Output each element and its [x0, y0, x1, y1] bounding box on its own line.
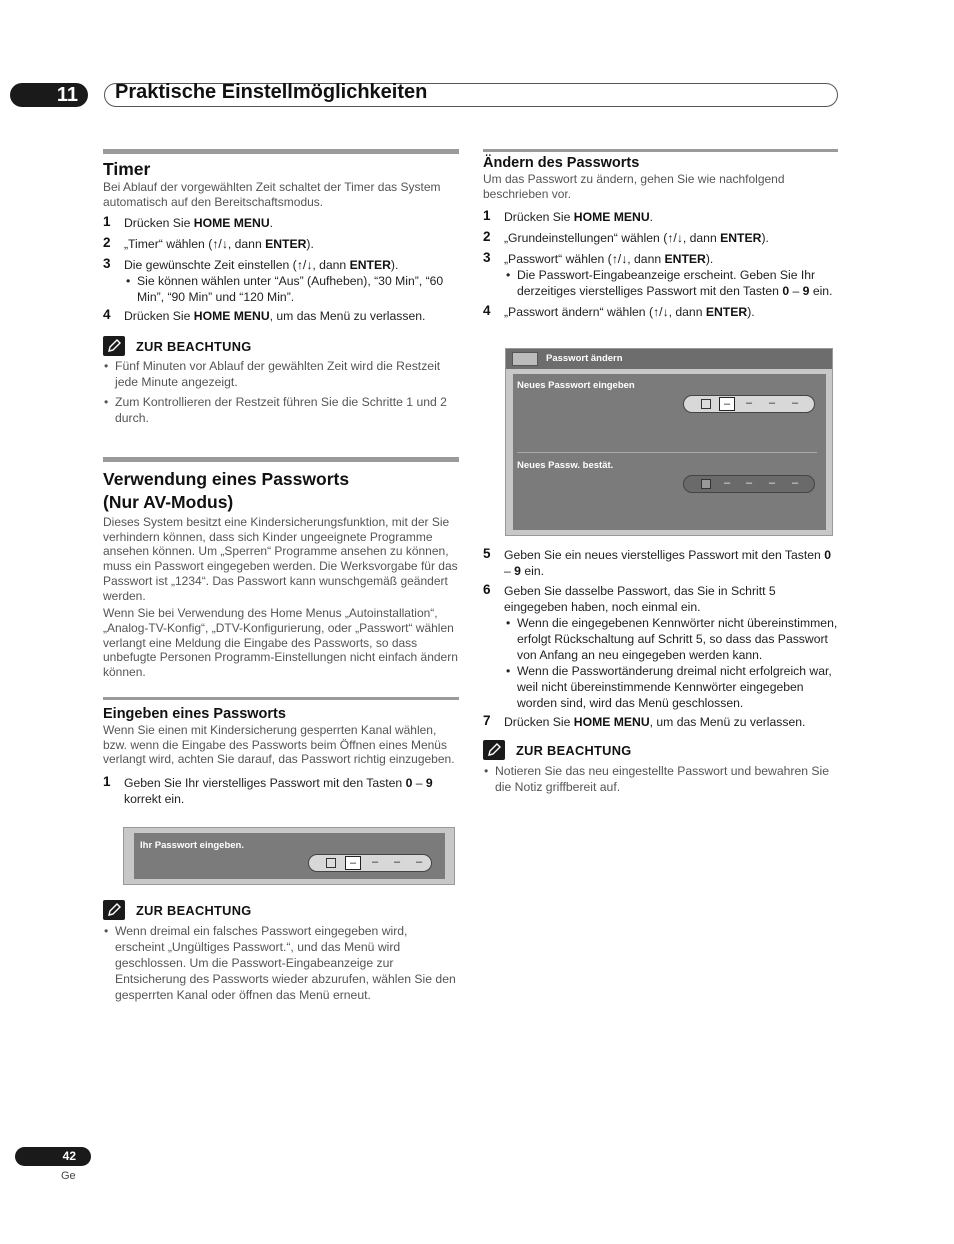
note-title: ZUR BEACHTUNG [136, 903, 252, 918]
change-password-title: Ändern des Passworts [483, 155, 640, 171]
password-entry-panel [123, 827, 455, 885]
password-para-2: Wenn Sie bei Verwendung des Home Menus „Autoinstallation“, „Analog-TV-Konfig“, „DTV-Konfigurierung, oder „Passwort“ wählen verlangt eine Meldung die Eingabe des Passworts, so dass unbefugte Personen Programm-Einstellungen nicht einfach ändern können. [103, 606, 458, 680]
timer-step-4: 4 Drücken Sie HOME MENU, um das Menü zu verlassen. [103, 307, 426, 324]
timer-step-3: 3 Die gewünschte Zeit einstellen (↑/↓, dann ENTER). [103, 256, 399, 273]
timer-title: Timer [103, 159, 151, 179]
keypad-icon [701, 399, 711, 409]
change-step-7: 7 Drücken Sie HOME MENU, um das Menü zu verlassen. [483, 713, 806, 729]
chapter-number: 11 [10, 83, 88, 107]
panel-title-bar [506, 349, 832, 369]
change-step-6-bullet-2: • Wenn die Passwortänderung dreimal nicht erfolgreich war, weil nicht übereinstimmende Kennwörter eingegeben worden sind, wird das Menü geschlossen. [483, 663, 838, 711]
section-rule [103, 697, 459, 700]
timer-section [103, 149, 459, 426]
pin-digit: – [768, 477, 776, 489]
change-password-panel [505, 348, 833, 536]
timer-step-2: 2 „Timer“ wählen (↑/↓, dann ENTER). [103, 235, 314, 252]
change-steps-continued [483, 547, 838, 795]
enter-note-text: • Wenn dreimal ein falsches Passwort eingegeben wird, erscheint „Ungültiges Passwort.“, und das Menü wird geschlossen. Um die Passwort-Eingabeanzeige zur Entsicherung des Passworts wieder abzurufen, wählen Sie den gesperrten Kanal oder öffnen das Menü erneut. [103, 923, 459, 1003]
password-title-line1: Verwendung eines Passworts [103, 469, 350, 489]
password-title-line2: (Nur AV-Modus) [103, 492, 234, 512]
pin-digit: – [791, 477, 799, 489]
change-step-1: 1 Drücken Sie HOME MENU. [483, 208, 654, 225]
enter-password-title: Eingeben eines Passworts [103, 706, 286, 722]
note-title: ZUR BEACHTUNG [516, 743, 632, 758]
pin-digit: – [719, 397, 735, 411]
enter-step-1: 1 Geben Sie Ihr vierstelliges Passwort mit den Tasten 0 – 9 korrekt ein. [103, 774, 433, 807]
note-pencil-icon [103, 900, 125, 920]
pin-digit: – [745, 477, 753, 489]
pin-digit: – [371, 856, 379, 868]
change-step-3-bullet: • Die Passwort-Eingabeanzeige erscheint. Geben Sie Ihr derzeitiges vierstelliges Passwort mit den Tasten 0 – 9 ein. [483, 267, 838, 299]
pin-digit: – [723, 477, 731, 489]
pin-digit: – [415, 856, 423, 868]
enter-note-header [103, 900, 459, 922]
pin-digit: – [791, 397, 799, 409]
timer-step-1: 1 Drücken Sie HOME MENU. [103, 214, 274, 231]
pin-digit: – [345, 856, 361, 870]
panel-divider [517, 452, 817, 453]
change-step-2: 2 „Grundeinstellungen“ wählen (↑/↓, dann ENTER). [483, 229, 769, 246]
change-password-section [483, 149, 838, 320]
change-note-header [483, 740, 838, 762]
language-code: Ge [61, 1170, 76, 1182]
section-rule [103, 457, 459, 462]
pin-digit: – [768, 397, 776, 409]
tv-menu-icon [512, 352, 538, 366]
chapter-title: Praktische Einstellmöglichkeiten [115, 81, 428, 103]
enter-note [103, 900, 459, 1003]
change-password-intro: Um das Passwort zu ändern, gehen Sie wie nachfolgend beschrieben vor. [483, 172, 785, 201]
change-step-5: 5 Geben Sie ein neues vierstelliges Passwort mit den Tasten 0 – 9 ein. [483, 546, 831, 578]
timer-step-3-bullet: • Sie können wählen unter “Aus” (Aufheben), “30 Min”, “60 Min”, “90 Min” und “120 Min”. [103, 273, 459, 305]
change-step-3: 3 „Passwort“ wählen (↑/↓, dann ENTER). [483, 250, 714, 267]
change-step-6-bullet-1: • Wenn die eingegebenen Kennwörter nicht übereinstimmen, erfolgt Rückschaltung auf Schritt 5, so dass das Passwort von Anfang an neu eingegeben werden kann. [483, 615, 838, 663]
note-pencil-icon [483, 740, 505, 760]
timer-note-2: • Zum Kontrollieren der Restzeit führen Sie die Schritte 1 und 2 durch. [103, 394, 459, 426]
timer-intro: Bei Ablauf der vorgewählten Zeit schaltet der Timer das System automatisch auf den Bereitschaftsmodus. [103, 180, 441, 209]
change-note-text: • Notieren Sie das neu eingestellte Passwort und bewahren Sie die Notiz griffbereit auf. [483, 763, 838, 795]
change-step-6: 6 Geben Sie dasselbe Passwort, das Sie in Schritt 5 eingegeben haben, noch einmal ein. [483, 582, 776, 614]
confirm-password-input[interactable] [683, 475, 815, 493]
pin-digit: – [393, 856, 401, 868]
section-rule [483, 149, 838, 152]
section-rule [103, 149, 459, 154]
new-password-label: Neues Passwort eingeben [517, 380, 635, 391]
password-para-1: Dieses System besitzt eine Kindersicherungsfunktion, mit der Sie verhindern können, dass sich Kinder ungeeignete Programme ansehen können. Um „Sperren“ Programme ansehen zu können, muss ein Passwort eingegeben werden. Die Werksvorgabe für das Passwort ist „1234“. Das Passwort kann wunschgemäß geändert werden. [103, 515, 458, 603]
page-number: 42 [15, 1147, 91, 1166]
new-password-input[interactable] [683, 395, 815, 413]
note-pencil-icon [103, 336, 125, 356]
keypad-icon [326, 858, 336, 868]
confirm-password-label: Neues Passw. bestät. [517, 460, 614, 471]
note-title: ZUR BEACHTUNG [136, 339, 252, 355]
password-input[interactable] [308, 854, 432, 872]
keypad-icon [701, 479, 711, 489]
change-step-4: 4 „Passwort ändern“ wählen (↑/↓, dann ENTER). [483, 303, 755, 320]
panel-title: Passwort ändern [546, 353, 623, 364]
pin-digit: – [745, 397, 753, 409]
panel-label: Ihr Passwort eingeben. [140, 840, 244, 851]
password-section [103, 457, 459, 680]
enter-password-intro: Wenn Sie einen mit Kindersicherung gesperrten Kanal wählen, bzw. wenn die Eingabe des Passworts beim Öffnen eines Menüs verlangt wird, achten Sie darauf, das Passwort richtig einzugeben. [103, 723, 455, 767]
enter-password-section [103, 697, 459, 807]
timer-note-1: • Fünf Minuten vor Ablauf der gewählten Zeit wird die Restzeit jede Minute angezeigt. [103, 358, 459, 390]
timer-note-header [103, 336, 459, 358]
